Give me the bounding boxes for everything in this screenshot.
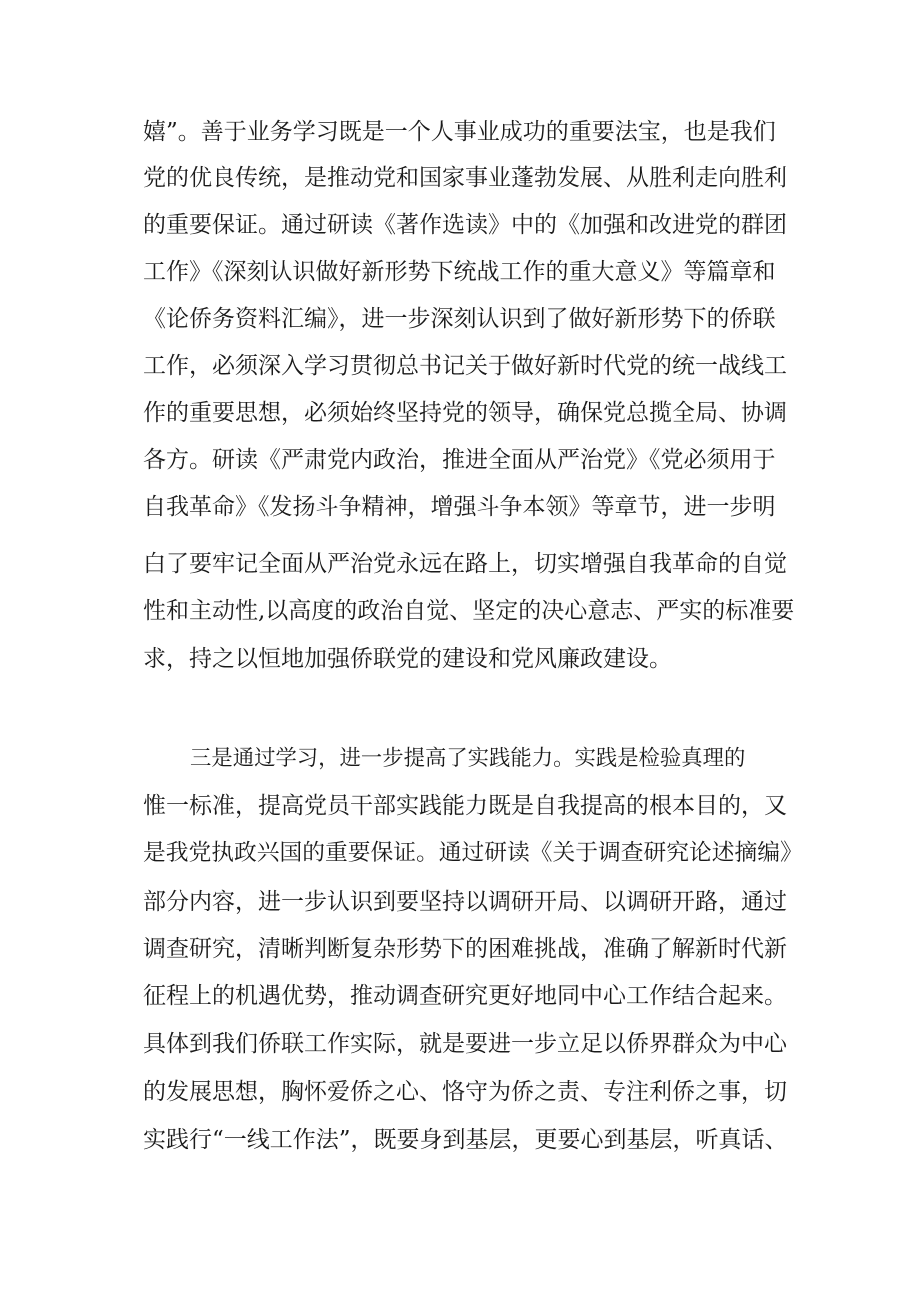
paragraph-2-line-4: 部分内容，进一步认识到要坚持以调研开局、以调研开路，通过: [143, 889, 787, 915]
paragraph-2-line-8: 的发展思想，胸怀爱侨之心、恪守为侨之责、专注利侨之事，切: [143, 1079, 787, 1105]
paragraph-1-line-8: 各方。研读《严肃党内政治，推进全面从严治党》《党必须用于: [143, 447, 776, 473]
paragraph-2-line-9: 实践行“一线工作法”，既要身到基层，更要心到基层，听真话、: [143, 1127, 788, 1153]
paragraph-1-line-11: 性和主动性,以高度的政治自觉、坚定的决心意志、严实的标准要: [143, 598, 795, 624]
paragraph-2-line-2: 惟一标准，提高党员干部实践能力既是自我提高的根本目的，又: [143, 793, 787, 819]
paragraph-1-line-7: 作的重要思想，必须始终坚持党的领导，确保党总揽全局、协调: [143, 400, 787, 426]
paragraph-2-line-7: 具体到我们侨联工作实际，就是要进一步立足以侨界群众为中心: [143, 1031, 787, 1057]
paragraph-1-line-12: 求，持之以恒地加强侨联党的建设和党风廉政建设。: [143, 646, 672, 672]
paragraph-1-line-2: 党的优良传统，是推动党和国家事业蓬勃发展、从胜利走向胜利: [143, 165, 787, 191]
paragraph-2-line-3: 是我党执政兴国的重要保证。通过研读《关于调查研究论述摘编》: [143, 840, 803, 866]
paragraph-1-line-4: 工作》《深刻认识做好新形势下统战工作的重大意义》等篇章和: [143, 259, 776, 285]
paragraph-2-line-1: 三是通过学习，进一步提高了实践能力。实践是检验真理的: [190, 746, 746, 771]
paragraph-1-line-5: 《论侨务资料汇编》，进一步深刻认识到了做好新形势下的侨联: [143, 306, 776, 332]
paragraph-2-line-5: 调查研究，清晰判断复杂形势下的困难挑战，准确了解新时代新: [143, 936, 787, 962]
paragraph-1-line-3: 的重要保证。通过研读《著作选读》中的《加强和改进党的群团: [143, 212, 787, 238]
paragraph-1-line-9: 自我革命》《发扬斗争精神，增强斗争本领》等章节，进一步明: [143, 494, 776, 520]
paragraph-1-line-6: 工作，必须深入学习贯彻总书记关于做好新时代党的统一战线工: [143, 353, 787, 379]
paragraph-1-line-10: 白了要牢记全面从严治党永远在路上，切实增强自我革命的自觉: [143, 551, 787, 577]
paragraph-1-line-1: 嬉”。善于业务学习既是一个人事业成功的重要法宝，也是我们: [143, 119, 776, 145]
paragraph-2-line-6: 征程上的机遇优势，推动调查研究更好地同中心工作结合起来。: [143, 983, 787, 1009]
